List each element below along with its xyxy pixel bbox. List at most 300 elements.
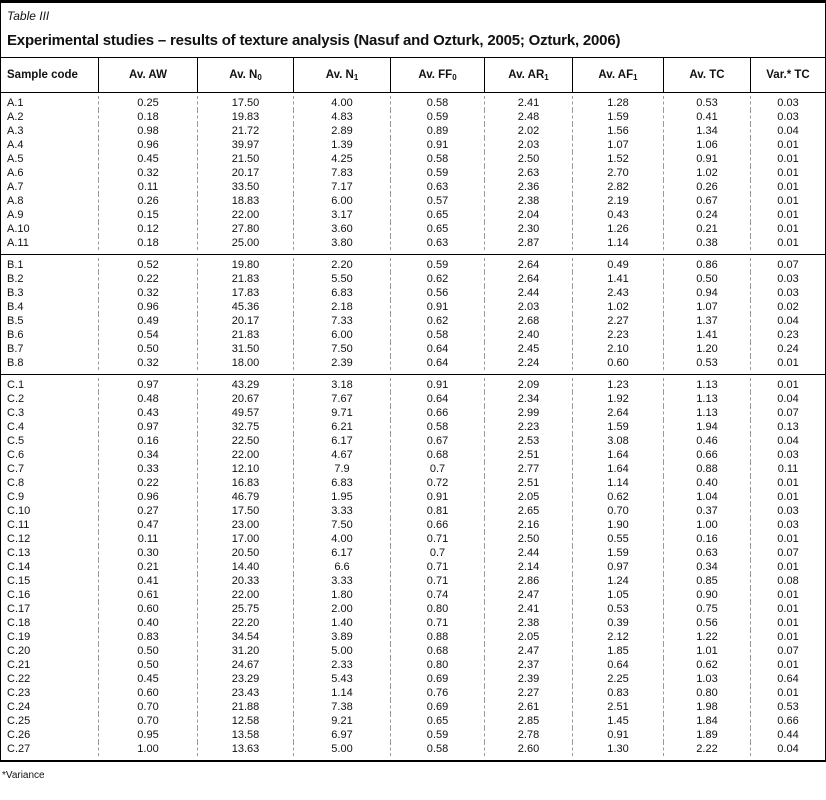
value-cell: 0.01 — [750, 532, 825, 546]
value-cell: 22.20 — [197, 616, 293, 630]
value-cell: 0.50 — [663, 272, 750, 286]
value-cell: 0.58 — [390, 152, 484, 166]
value-cell: 2.51 — [572, 700, 663, 714]
value-cell: 4.00 — [293, 532, 390, 546]
value-cell: 0.53 — [663, 96, 750, 110]
value-cell: 2.78 — [484, 728, 572, 742]
value-cell: 22.00 — [197, 588, 293, 602]
value-cell: 2.51 — [484, 448, 572, 462]
value-cell: 1.07 — [663, 300, 750, 314]
value-cell: 2.27 — [572, 314, 663, 328]
value-cell: 0.80 — [390, 658, 484, 672]
value-cell: 12.10 — [197, 462, 293, 476]
value-cell: 1.04 — [663, 490, 750, 504]
value-cell: 2.70 — [572, 166, 663, 180]
value-cell: 0.46 — [663, 434, 750, 448]
value-cell: 0.01 — [750, 658, 825, 672]
value-cell: 17.50 — [197, 504, 293, 518]
value-cell: 12.58 — [197, 714, 293, 728]
value-cell: 0.03 — [750, 448, 825, 462]
value-cell: 7.9 — [293, 462, 390, 476]
value-cell: 6.17 — [293, 434, 390, 448]
value-cell: 0.52 — [98, 258, 197, 272]
value-cell: 0.21 — [663, 222, 750, 236]
value-cell: 0.83 — [572, 686, 663, 700]
value-cell: 0.88 — [663, 462, 750, 476]
value-cell: 0.70 — [98, 700, 197, 714]
table-row — [1, 504, 825, 518]
value-cell: 2.03 — [484, 138, 572, 152]
value-cell: 0.34 — [663, 560, 750, 574]
value-cell: 0.97 — [572, 560, 663, 574]
table-caption-area — [1, 3, 825, 58]
table-row — [1, 630, 825, 644]
value-cell: 0.69 — [390, 672, 484, 686]
value-cell: 1.89 — [663, 728, 750, 742]
table-row — [1, 342, 825, 356]
table-row — [1, 644, 825, 658]
table-row — [1, 110, 825, 124]
table-row — [1, 448, 825, 462]
value-cell: 3.89 — [293, 630, 390, 644]
value-cell: 2.44 — [484, 286, 572, 300]
sample-code-cell: B.1 — [7, 259, 24, 271]
sample-code-cell: C.25 — [7, 715, 31, 727]
value-cell: 9.21 — [293, 714, 390, 728]
sample-code-cell: C.9 — [7, 491, 25, 503]
value-cell: 22.50 — [197, 434, 293, 448]
value-cell: 0.74 — [390, 588, 484, 602]
value-cell: 0.40 — [98, 616, 197, 630]
value-cell: 2.02 — [484, 124, 572, 138]
value-cell: 0.91 — [390, 300, 484, 314]
value-cell: 0.56 — [390, 286, 484, 300]
value-cell: 0.7 — [390, 546, 484, 560]
value-cell: 0.60 — [98, 602, 197, 616]
table-row — [1, 602, 825, 616]
value-cell: 2.38 — [484, 194, 572, 208]
value-cell: 3.08 — [572, 434, 663, 448]
value-cell: 2.25 — [572, 672, 663, 686]
value-cell: 6.6 — [293, 560, 390, 574]
value-cell: 1.14 — [572, 476, 663, 490]
table-number: Table III — [7, 9, 50, 23]
sample-code-cell: B.8 — [7, 357, 24, 369]
value-cell: 0.43 — [98, 406, 197, 420]
value-cell: 1.92 — [572, 392, 663, 406]
value-cell: 5.00 — [293, 644, 390, 658]
value-cell: 0.03 — [750, 272, 825, 286]
table-row — [1, 742, 825, 756]
value-cell: 0.45 — [98, 672, 197, 686]
sample-code-cell: C.20 — [7, 645, 31, 657]
value-cell: 0.57 — [390, 194, 484, 208]
value-cell: 0.04 — [750, 392, 825, 406]
sample-code-cell: C.8 — [7, 477, 25, 489]
value-cell: 2.40 — [484, 328, 572, 342]
value-cell: 0.40 — [663, 476, 750, 490]
value-cell: 31.50 — [197, 342, 293, 356]
value-cell: 0.32 — [98, 356, 197, 370]
table-body — [1, 93, 825, 760]
sample-code-cell: B.6 — [7, 329, 24, 341]
value-cell: 0.07 — [750, 546, 825, 560]
table-row — [1, 616, 825, 630]
table-row — [1, 328, 825, 342]
sample-code-cell: B.3 — [7, 287, 24, 299]
value-cell: 0.81 — [390, 504, 484, 518]
value-cell: 0.07 — [750, 406, 825, 420]
value-cell: 2.24 — [484, 356, 572, 370]
value-cell: 0.22 — [98, 476, 197, 490]
value-cell: 2.44 — [484, 546, 572, 560]
table-row — [1, 392, 825, 406]
value-cell: 2.60 — [484, 742, 572, 756]
value-cell: 19.80 — [197, 258, 293, 272]
value-cell: 0.49 — [98, 314, 197, 328]
value-cell: 0.64 — [390, 356, 484, 370]
sample-code-cell: A.10 — [7, 223, 30, 235]
value-cell: 0.67 — [663, 194, 750, 208]
value-cell: 2.89 — [293, 124, 390, 138]
value-cell: 1.41 — [663, 328, 750, 342]
value-cell: 0.03 — [750, 110, 825, 124]
value-cell: 7.50 — [293, 518, 390, 532]
value-cell: 0.91 — [390, 378, 484, 392]
sample-code-cell: C.15 — [7, 575, 31, 587]
value-cell: 0.71 — [390, 574, 484, 588]
value-cell: 0.94 — [663, 286, 750, 300]
sample-code-cell: C.24 — [7, 701, 31, 713]
value-cell: 0.16 — [98, 434, 197, 448]
value-cell: 0.01 — [750, 560, 825, 574]
value-cell: 0.38 — [663, 236, 750, 250]
value-cell: 0.01 — [750, 476, 825, 490]
value-cell: 13.58 — [197, 728, 293, 742]
value-cell: 1.41 — [572, 272, 663, 286]
value-cell: 0.71 — [390, 616, 484, 630]
value-cell: 2.12 — [572, 630, 663, 644]
value-cell: 1.00 — [663, 518, 750, 532]
value-cell: 0.96 — [98, 490, 197, 504]
sample-code-cell: A.11 — [7, 237, 29, 249]
value-cell: 7.17 — [293, 180, 390, 194]
value-cell: 2.63 — [484, 166, 572, 180]
value-cell: 0.65 — [390, 208, 484, 222]
value-cell: 0.64 — [750, 672, 825, 686]
value-cell: 2.27 — [484, 686, 572, 700]
value-cell: 2.43 — [572, 286, 663, 300]
table-row — [1, 222, 825, 236]
value-cell: 0.59 — [390, 728, 484, 742]
value-cell: 4.83 — [293, 110, 390, 124]
value-cell: 2.45 — [484, 342, 572, 356]
sample-code-cell: C.22 — [7, 673, 31, 685]
value-cell: 5.50 — [293, 272, 390, 286]
table-title: Experimental studies – results of texture analysis (Nasuf and Ozturk, 2005; Ozturk, 2006) — [7, 32, 621, 49]
table-row — [1, 672, 825, 686]
value-cell: 1.56 — [572, 124, 663, 138]
value-cell: 0.65 — [390, 222, 484, 236]
value-cell: 1.05 — [572, 588, 663, 602]
value-cell: 2.64 — [572, 406, 663, 420]
value-cell: 0.59 — [390, 110, 484, 124]
sample-code-cell: C.4 — [7, 421, 25, 433]
value-cell: 0.01 — [750, 138, 825, 152]
value-cell: 1.95 — [293, 490, 390, 504]
value-cell: 33.50 — [197, 180, 293, 194]
sample-code-cell: C.2 — [7, 393, 25, 405]
value-cell: 1.13 — [663, 378, 750, 392]
value-cell: 21.50 — [197, 152, 293, 166]
value-cell: 1.00 — [98, 742, 197, 756]
value-cell: 39.97 — [197, 138, 293, 152]
table-row — [1, 180, 825, 194]
sample-code-cell: C.23 — [7, 687, 31, 699]
value-cell: 6.21 — [293, 420, 390, 434]
table-row — [1, 208, 825, 222]
value-cell: 1.37 — [663, 314, 750, 328]
value-cell: 20.17 — [197, 314, 293, 328]
value-cell: 0.04 — [750, 124, 825, 138]
value-cell: 0.58 — [390, 328, 484, 342]
sample-code-cell: A.4 — [7, 139, 24, 151]
sample-code-cell: C.19 — [7, 631, 31, 643]
value-cell: 7.38 — [293, 700, 390, 714]
value-cell: 0.08 — [750, 574, 825, 588]
value-cell: 1.34 — [663, 124, 750, 138]
value-cell: 0.96 — [98, 300, 197, 314]
column-header-8: Var.* TC — [750, 58, 825, 92]
value-cell: 0.71 — [390, 532, 484, 546]
value-cell: 0.58 — [390, 742, 484, 756]
value-cell: 0.03 — [750, 518, 825, 532]
value-cell: 19.83 — [197, 110, 293, 124]
value-cell: 0.21 — [98, 560, 197, 574]
value-cell: 0.7 — [390, 462, 484, 476]
value-cell: 3.17 — [293, 208, 390, 222]
sample-code-cell: C.11 — [7, 519, 30, 531]
value-cell: 2.05 — [484, 490, 572, 504]
value-cell: 0.66 — [750, 714, 825, 728]
table-row — [1, 356, 825, 370]
value-cell: 0.04 — [750, 742, 825, 756]
value-cell: 21.83 — [197, 272, 293, 286]
value-cell: 2.50 — [484, 152, 572, 166]
table-row — [1, 476, 825, 490]
value-cell: 2.85 — [484, 714, 572, 728]
value-cell: 2.05 — [484, 630, 572, 644]
value-cell: 3.33 — [293, 574, 390, 588]
value-cell: 0.04 — [750, 434, 825, 448]
value-cell: 0.27 — [98, 504, 197, 518]
column-header-2: Av. $N_0$ — [197, 58, 293, 92]
value-cell: 21.72 — [197, 124, 293, 138]
value-cell: 25.00 — [197, 236, 293, 250]
sample-code-cell: C.12 — [7, 533, 31, 545]
value-cell: 2.39 — [293, 356, 390, 370]
sample-code-cell: C.7 — [7, 463, 25, 475]
value-cell: 0.53 — [663, 356, 750, 370]
value-cell: 46.79 — [197, 490, 293, 504]
value-cell: 0.63 — [390, 236, 484, 250]
value-cell: 0.47 — [98, 518, 197, 532]
value-cell: 2.14 — [484, 560, 572, 574]
value-cell: 0.03 — [750, 504, 825, 518]
value-cell: 2.68 — [484, 314, 572, 328]
value-cell: 2.04 — [484, 208, 572, 222]
value-cell: 6.83 — [293, 476, 390, 490]
value-cell: 2.64 — [484, 258, 572, 272]
value-cell: 2.00 — [293, 602, 390, 616]
value-cell: 2.47 — [484, 644, 572, 658]
table-row — [1, 560, 825, 574]
value-cell: 0.76 — [390, 686, 484, 700]
value-cell: 13.63 — [197, 742, 293, 756]
value-cell: 22.00 — [197, 208, 293, 222]
value-cell: 0.65 — [390, 714, 484, 728]
value-cell: 0.91 — [572, 728, 663, 742]
sample-code-cell: A.6 — [7, 167, 24, 179]
value-cell: 0.11 — [98, 532, 197, 546]
value-cell: 1.01 — [663, 644, 750, 658]
value-cell: 1.59 — [572, 420, 663, 434]
table-row — [1, 286, 825, 300]
value-cell: 1.30 — [572, 742, 663, 756]
value-cell: 0.12 — [98, 222, 197, 236]
value-cell: 31.20 — [197, 644, 293, 658]
value-cell: 0.91 — [663, 152, 750, 166]
value-cell: 21.83 — [197, 328, 293, 342]
value-cell: 2.41 — [484, 602, 572, 616]
sample-code-cell: B.2 — [7, 273, 24, 285]
value-cell: 16.83 — [197, 476, 293, 490]
sample-code-cell: A.8 — [7, 195, 24, 207]
table-row — [1, 532, 825, 546]
value-cell: 4.00 — [293, 96, 390, 110]
column-header-5: Av. $AR_1$ — [484, 58, 572, 92]
value-cell: 0.95 — [98, 728, 197, 742]
value-cell: 34.54 — [197, 630, 293, 644]
value-cell: 0.34 — [98, 448, 197, 462]
value-cell: 2.33 — [293, 658, 390, 672]
value-cell: 0.33 — [98, 462, 197, 476]
value-cell: 0.11 — [98, 180, 197, 194]
value-cell: 1.13 — [663, 406, 750, 420]
value-cell: 0.15 — [98, 208, 197, 222]
value-cell: 0.64 — [572, 658, 663, 672]
value-cell: 0.56 — [663, 616, 750, 630]
table-row — [1, 490, 825, 504]
value-cell: 1.64 — [572, 448, 663, 462]
value-cell: 0.32 — [98, 166, 197, 180]
value-cell: 0.58 — [390, 96, 484, 110]
value-cell: 1.07 — [572, 138, 663, 152]
value-cell: 17.00 — [197, 532, 293, 546]
value-cell: 1.64 — [572, 462, 663, 476]
value-cell: 0.50 — [98, 658, 197, 672]
value-cell: 0.85 — [663, 574, 750, 588]
value-cell: 2.65 — [484, 504, 572, 518]
value-cell: 2.51 — [484, 476, 572, 490]
value-cell: 17.50 — [197, 96, 293, 110]
table-row — [1, 658, 825, 672]
value-cell: 0.07 — [750, 258, 825, 272]
sample-code-cell: A.2 — [7, 111, 24, 123]
value-cell: 0.66 — [390, 406, 484, 420]
value-cell: 0.24 — [750, 342, 825, 356]
value-cell: 17.83 — [197, 286, 293, 300]
sample-code-cell: C.1 — [7, 379, 25, 391]
value-cell: 0.01 — [750, 686, 825, 700]
value-cell: 1.39 — [293, 138, 390, 152]
table-row — [1, 378, 825, 392]
value-cell: 6.83 — [293, 286, 390, 300]
value-cell: 0.01 — [750, 208, 825, 222]
value-cell: 2.20 — [293, 258, 390, 272]
value-cell: 2.39 — [484, 672, 572, 686]
value-cell: 0.22 — [98, 272, 197, 286]
sample-code-cell: A.9 — [7, 209, 24, 221]
value-cell: 2.34 — [484, 392, 572, 406]
value-cell: 0.11 — [750, 462, 825, 476]
table-row — [1, 166, 825, 180]
table-row — [1, 300, 825, 314]
table-row — [1, 124, 825, 138]
sample-code-cell: C.16 — [7, 589, 31, 601]
value-cell: 22.00 — [197, 448, 293, 462]
value-cell: 1.14 — [572, 236, 663, 250]
value-cell: 0.63 — [390, 180, 484, 194]
value-cell: 0.64 — [390, 342, 484, 356]
value-cell: 2.22 — [663, 742, 750, 756]
value-cell: 0.61 — [98, 588, 197, 602]
table-row — [1, 714, 825, 728]
value-cell: 0.01 — [750, 630, 825, 644]
value-cell: 6.00 — [293, 328, 390, 342]
footnote: *Variance — [2, 770, 45, 781]
value-cell: 2.18 — [293, 300, 390, 314]
value-cell: 0.37 — [663, 504, 750, 518]
value-cell: 1.84 — [663, 714, 750, 728]
value-cell: 1.02 — [572, 300, 663, 314]
value-cell: 7.50 — [293, 342, 390, 356]
value-cell: 0.39 — [572, 616, 663, 630]
value-cell: 0.50 — [98, 342, 197, 356]
value-cell: 2.10 — [572, 342, 663, 356]
value-cell: 0.50 — [98, 644, 197, 658]
value-cell: 49.57 — [197, 406, 293, 420]
value-cell: 2.82 — [572, 180, 663, 194]
value-cell: 2.03 — [484, 300, 572, 314]
value-cell: 0.01 — [750, 356, 825, 370]
value-cell: 0.68 — [390, 644, 484, 658]
value-cell: 0.91 — [390, 138, 484, 152]
value-cell: 0.62 — [390, 314, 484, 328]
sample-code-cell: C.13 — [7, 547, 31, 559]
value-cell: 9.71 — [293, 406, 390, 420]
value-cell: 0.04 — [750, 314, 825, 328]
value-cell: 1.85 — [572, 644, 663, 658]
sample-code-cell: C.17 — [7, 603, 31, 615]
value-cell: 0.26 — [98, 194, 197, 208]
value-cell: 0.80 — [390, 602, 484, 616]
value-cell: 18.83 — [197, 194, 293, 208]
value-cell: 3.80 — [293, 236, 390, 250]
column-header-6: Av. $AF_1$ — [572, 58, 663, 92]
value-cell: 0.32 — [98, 286, 197, 300]
value-cell: 1.23 — [572, 378, 663, 392]
